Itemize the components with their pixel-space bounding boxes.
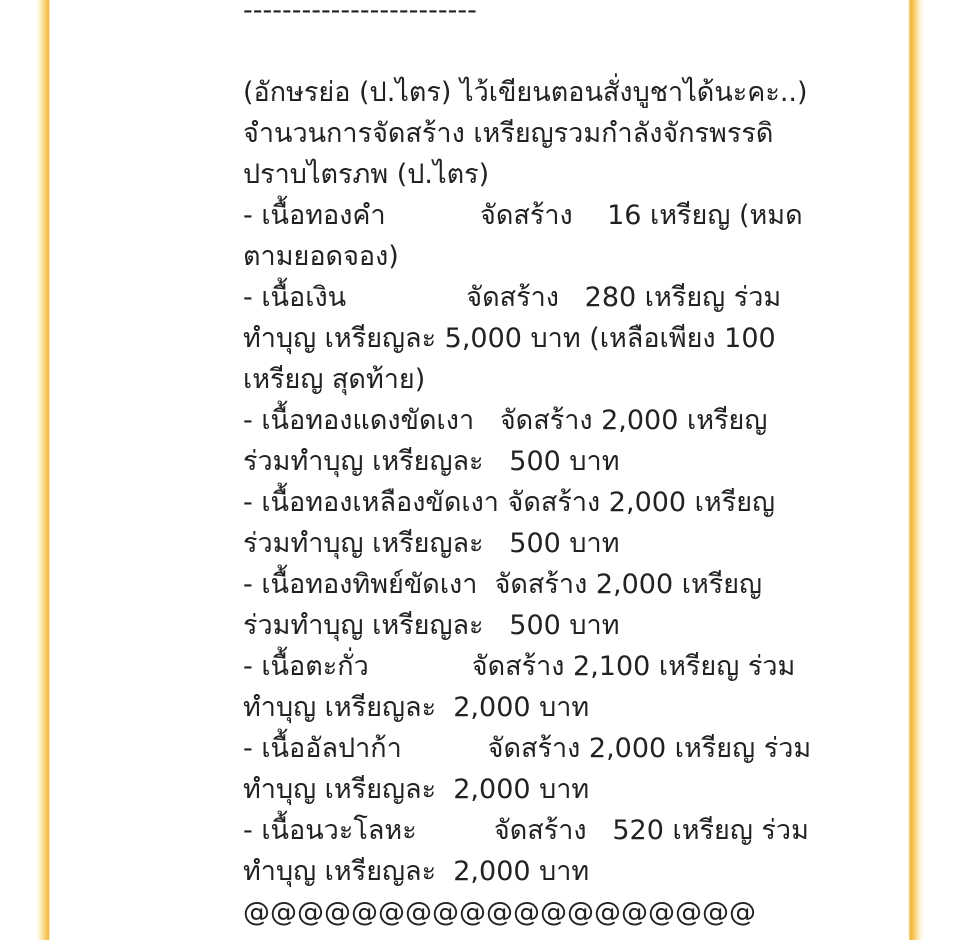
text-line: @@@@@@@@@@@@@@@@@@@ (243, 897, 756, 928)
text-line: - เนื้อทองทิพย์ขัดเงา จัดสร้าง 2,000 เหรียญ (243, 569, 763, 600)
text-line: - เนื้อทองแดงขัดเงา จัดสร้าง 2,000 เหรียญ (243, 405, 768, 436)
text-line: ปราบไตรภพ (ป.ไตร) (243, 159, 490, 190)
text-line: ร่วมทำบุญ เหรียญละ 500 บาท (243, 528, 620, 559)
text-line: ทำบุญ เหรียญละ 5,000 บาท (เหลือเพียง 100 (243, 323, 776, 354)
text-line: - เนื้ออัลปาก้า จัดสร้าง 2,000 เหรียญ ร่วม (243, 733, 812, 764)
page-border-right (908, 0, 924, 940)
text-line: ตามยอดจอง) (243, 241, 399, 272)
text-line (243, 31, 908, 72)
text-line: - เนื้อนวะโลหะ จัดสร้าง 520 เหรียญ ร่วม (243, 815, 809, 846)
text-line: ร่วมทำบุญ เหรียญละ 500 บาท (243, 446, 620, 477)
text-line: - เนื้อเงิน จัดสร้าง 280 เหรียญ ร่วม (243, 282, 782, 313)
text-line: ทำบุญ เหรียญละ 2,000 บาท (243, 692, 590, 723)
text-line: - เนื้อทองเหลืองขัดเงา จัดสร้าง 2,000 เหรียญ (243, 487, 776, 518)
text-line: - เนื้อตะกั่ว จัดสร้าง 2,100 เหรียญ ร่วม (243, 651, 796, 682)
post-body-text (243, 0, 908, 933)
text-line: ทำบุญ เหรียญละ 2,000 บาท (243, 856, 590, 887)
page-border-left (36, 0, 50, 940)
text-line: - เนื้อทองคำ จัดสร้าง 16 เหรียญ (หมด (243, 200, 803, 231)
text-line: ------------------------ (243, 0, 477, 26)
text-line: จำนวนการจัดสร้าง เหรียญรวมกำลังจักรพรรดิ (243, 118, 774, 149)
text-line: ร่วมทำบุญ เหรียญละ 500 บาท (243, 610, 620, 641)
text-line: ทำบุญ เหรียญละ 2,000 บาท (243, 774, 590, 805)
text-line: (อักษรย่อ (ป.ไตร) ไว้เขียนตอนสั่งบูชาได้นะคะ..) (243, 77, 808, 108)
text-line: เหรียญ สุดท้าย) (243, 364, 426, 395)
